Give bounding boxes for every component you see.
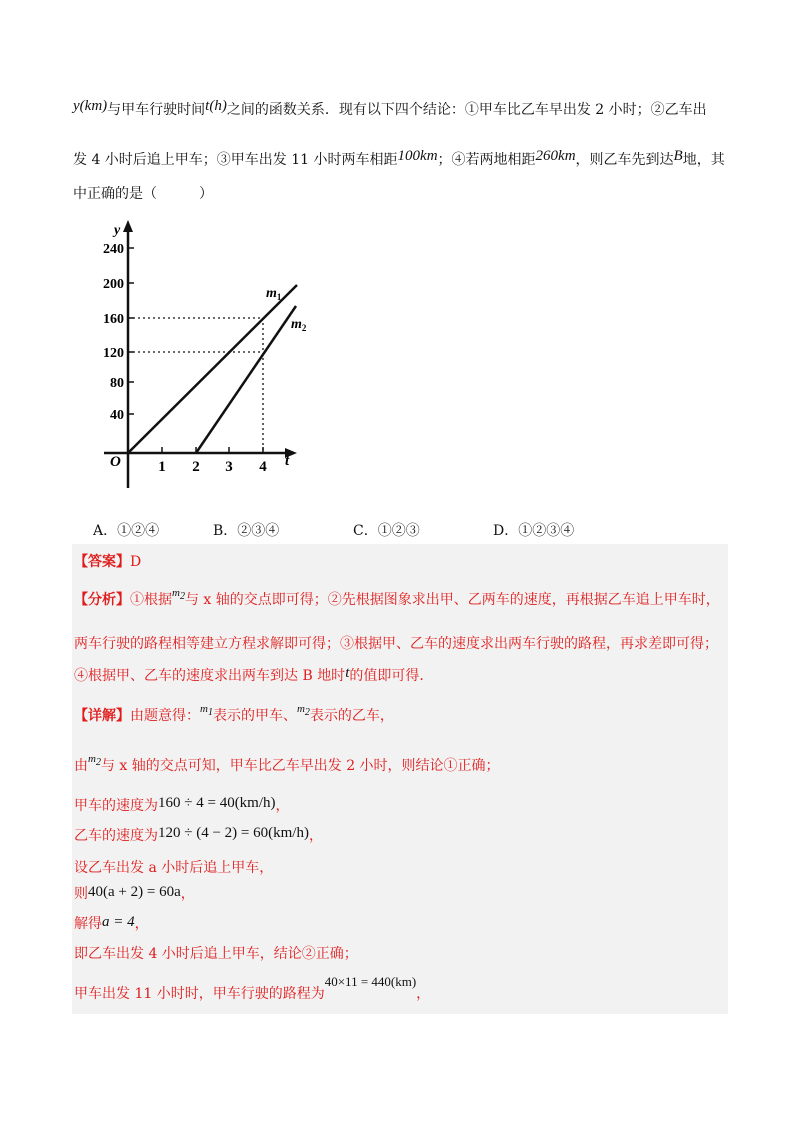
- detail-line-9: 甲车出发 11 小时时，甲车行驶的路程为40×11 = 440(km)，: [74, 974, 431, 1002]
- option-c[interactable]: C．①②③: [353, 523, 420, 539]
- x-tick-label: 2: [192, 459, 200, 475]
- m2-symbol: m2: [296, 703, 310, 718]
- question-text: ，则乙车先到达: [575, 152, 674, 168]
- y-tick-label: 80: [110, 376, 124, 391]
- analysis-line-2: 两车行驶的路程相等建立方程求解即可得；③根据甲、乙车的速度求出两车行驶的路程，再求差即可得；: [74, 636, 718, 652]
- m2-symbol: m2: [172, 587, 185, 602]
- detail-line-1: 【详解】由题意得：$^{m1}$表示的甲车、$^{m2}$表示的乙车，: [74, 703, 394, 724]
- x-tick-label: 3: [225, 459, 233, 475]
- y-axis-label: y: [114, 223, 121, 238]
- answer-label: 【答案】: [74, 554, 130, 570]
- equation-speed-b: 120 ÷ (4 − 2) = 60(km/h): [158, 825, 309, 841]
- m1-symbol: m1: [200, 703, 213, 718]
- equation-speed-a: 160 ÷ 4 = 40(km/h): [158, 795, 276, 811]
- t-unit: (h): [209, 98, 227, 114]
- x-tick-label: 4: [259, 459, 267, 475]
- y-tick-label: 200: [103, 277, 124, 292]
- analysis-line-3: ④根据甲、乙车的速度求出两车到达 B 地时t的值即可得.: [74, 665, 424, 684]
- detail-line-3: 甲车的速度为160 ÷ 4 = 40(km/h)，: [74, 795, 290, 814]
- answer-line: [74, 552, 141, 572]
- answer-value: D: [130, 554, 142, 570]
- x-axis-label: t: [285, 453, 290, 469]
- question-line-3: 中正确的是（ ）: [73, 186, 213, 202]
- question-text: 之间的函数关系．现有以下四个结论：①甲车比乙车早出发 2 小时；②乙车出: [226, 102, 707, 118]
- option-b[interactable]: B．②③④: [213, 523, 280, 539]
- detail-line-8: 即乙车出发 4 小时后追上甲车，结论②正确；: [74, 946, 358, 962]
- y-axis-arrow: [123, 220, 133, 232]
- distance-2: 260km: [535, 148, 576, 164]
- line-m2: [196, 306, 296, 453]
- distance-1: 100km: [397, 148, 438, 164]
- x-tick-label: 1: [158, 459, 166, 475]
- y-unit: (km): [79, 98, 108, 114]
- question-text: 地，其: [682, 152, 725, 168]
- m2-symbol: m2: [88, 753, 101, 768]
- origin-label: O: [110, 454, 121, 470]
- equation-distance: 40×11 = 440(km): [324, 974, 417, 989]
- analysis-label: 【分析】: [74, 592, 130, 608]
- question-line-1: [73, 100, 707, 120]
- y-variable: y: [73, 98, 80, 114]
- option-a[interactable]: A．①②④: [93, 523, 160, 539]
- y-tick-label: 120: [103, 346, 124, 361]
- y-tick-label: 240: [103, 242, 124, 257]
- equation-catchup: 40(a + 2) = 60a: [88, 884, 181, 900]
- analysis-line-1: 【分析】①根据$^{m2}$与 x 轴的交点即可得；②先根据图象求出甲、乙两车的速度，再根据乙车追上甲车时，: [74, 587, 720, 608]
- detail-line-7: 解得a = 4，: [74, 914, 149, 932]
- detail-line-6: 则40(a + 2) = 60a，: [74, 884, 195, 902]
- t-variable: t: [205, 98, 210, 114]
- question-text: 发 4 小时后追上甲车；③甲车出发 11 小时两车相距: [73, 152, 398, 168]
- detail-line-4: 乙车的速度为120 ÷ (4 − 2) = 60(km/h)，: [74, 825, 323, 844]
- detail-line-2: 由$^{m2}$与 x 轴的交点可知，甲车比乙车早出发 2 小时，则结论①正确；: [74, 753, 500, 774]
- line-m1-label: $m_1$: [266, 286, 282, 302]
- option-d[interactable]: D．①②③④: [493, 523, 575, 539]
- detail-label: 【详解】: [74, 708, 130, 724]
- equation-solution: a = 4: [102, 914, 135, 930]
- detail-line-5: 设乙车出发 a 小时后追上甲车，: [74, 860, 274, 876]
- place-b: B: [673, 148, 683, 164]
- y-tick-label: 160: [103, 312, 124, 327]
- question-text: 与甲车行驶时间: [107, 102, 206, 118]
- distance-time-graph: [90, 220, 330, 500]
- question-line-2: [73, 150, 725, 170]
- question-text: ；④若两地相距: [437, 152, 536, 168]
- line-m2-label: $m_2$: [291, 317, 307, 333]
- y-tick-label: 40: [110, 408, 124, 423]
